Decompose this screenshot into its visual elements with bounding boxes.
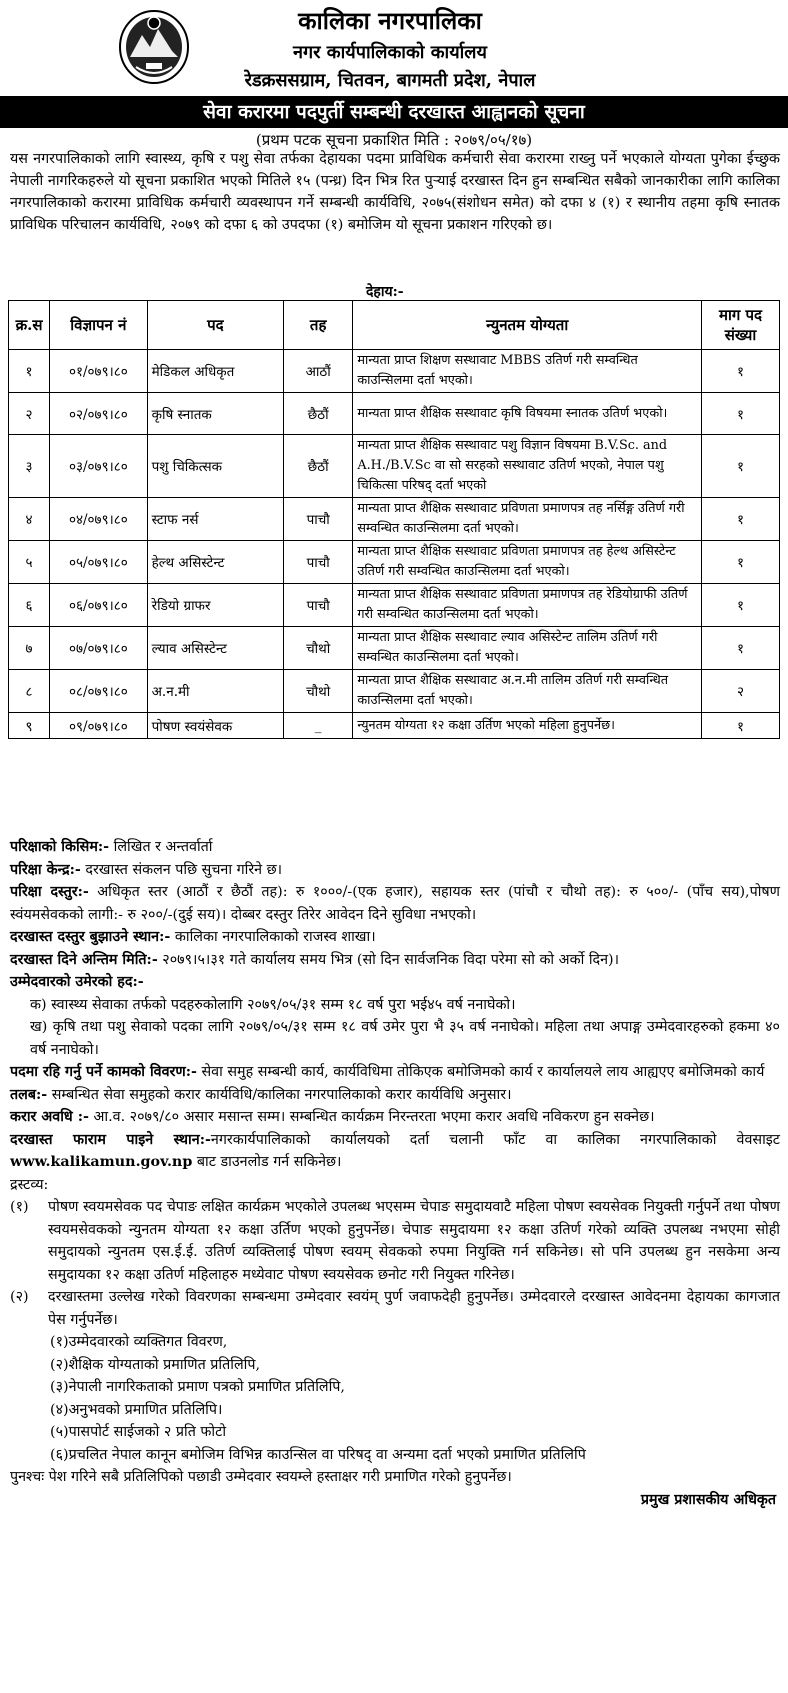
cell-post: अ.न.मी <box>147 670 283 713</box>
notice-title-banner: सेवा करारमा पदपुर्ती सम्बन्धी दरखास्त आह्वानको सूचना <box>0 96 788 128</box>
dehay-label: देहाय:- <box>366 284 404 300</box>
cell-sn: १ <box>9 350 50 393</box>
age-limit-b: ख) कृषि तथा पशु सेवाको पदका लागि २०७९/०५/३१ सम्म १८ वर्ष उमेर पुरा भै ३५ वर्ष ननाघेको। महिला तथा अपाङ्ग उम्मेदवारहरुको हकमा ४० वर्ष ननाघेको। <box>30 1019 780 1058</box>
cell-qualification: मान्यता प्राप्त शैक्षिक सस्थावाट प्रविणता प्रमाणपत्र तह रेडियोग्राफी उतिर्ण गरी सम्वन्धित काउन्सिलमा दर्ता भएको। <box>353 584 702 627</box>
intro-paragraph: यस नगरपालिकाको लागि स्वास्थ्य, कृषि र पशु सेवा तर्फका देहायका पदमा प्राविधिक कर्मचारी सेवा करारमा राख्नु पर्ने भएकाले योग्यता पुगेका ईच्छुक नेपाली नागरिकहरुले यो सूचना प्रकाशित भएको मितिले १५ (पन्ध्र) दिन भित्र रित पुऱ्याई दरखास्त दिन हुन सम्बन्धित सबैको जानकारीका लागि कालिका नगरपालिकाको करारमा प्राविधिक कर्मचारी व्यवस्थापन गर्ने सम्बन्धी कार्यविधि, २०७५(संशोधन समेत) को दफा ४ (१) र स्थानीय तहमा कृषि स्नातक प्राविधिक परिचालन कार्यविधि, २०७९ को दफा ६ को उपदफा (१) बमोजिम यो सूचना प्रकाशन गरिएको छ। <box>10 151 780 233</box>
cell-ad-no: ०४/०७९।८० <box>50 498 147 541</box>
cell-post: पोषण स्वयंसेवक <box>147 713 283 739</box>
cell-level: चौथो <box>284 670 353 713</box>
col-header-qualification: न्युनतम योग्यता <box>353 301 702 350</box>
cell-level: छैठौं <box>284 435 353 498</box>
fee-place: दरखास्त दस्तुर बुझाउने स्थान:- कालिका नगरपालिकाको राजस्व शाखा। <box>10 929 376 945</box>
cell-qualification: मान्यता प्राप्त शैक्षिक सस्थावाट पशु विज्ञान विषयमा B.V.Sc. and A.H./B.V.Sc वा सो सरहको सस्थावाट उतिर्ण भएको, नेपाल पशु चिकित्सा परिषद् दर्ता भएको <box>353 435 702 498</box>
doc-item: (१)उम्मेदवारको व्यक्तिगत विवरण, <box>50 1334 228 1350</box>
notes-label: द्रस्टव्य: <box>10 1176 49 1193</box>
doc-item: (३)नेपाली नागरिकताको प्रमाण पत्रको प्रमाणित प्रतिलिपि, <box>50 1379 345 1395</box>
exam-fee: परिक्षा दस्तुर:- अधिकृत स्तर (आठौं र छैठौं तह): रु १०००/-(एक हजार), सहायक स्तर (पांचौ र चौथो तह): रु ५००/- (पाँच सय),पोषण स्वंयमसेवकको लागी:- रु २००/-(दुई सय)। दोब्बर दस्तुर तिरेर आवेदन दिने सुविधा नभएको। <box>10 884 780 923</box>
table-row <box>9 498 780 541</box>
cell-level: चौथो <box>284 627 353 670</box>
cell-count: १ <box>702 584 780 627</box>
exam-type: परिक्षाको किसिम:- लिखित र अन्तर्वार्ता <box>10 839 213 855</box>
cell-ad-no: ०७/०७९।८० <box>50 627 147 670</box>
cell-count: १ <box>702 350 780 393</box>
website-link[interactable]: www.kalikamun.gov.np <box>10 1154 193 1170</box>
cell-sn: ७ <box>9 627 50 670</box>
cell-count: १ <box>702 435 780 498</box>
cell-level: _ <box>284 713 353 739</box>
cell-level: पाचौ <box>284 498 353 541</box>
cell-post: स्टाफ नर्स <box>147 498 283 541</box>
cell-qualification: न्युनतम योग्यता १२ कक्षा उर्तिण भएको महिला हुनुपर्नेछ। <box>353 713 702 739</box>
cell-level: आठौं <box>284 350 353 393</box>
posts-table <box>8 300 780 739</box>
cell-count: १ <box>702 627 780 670</box>
org-name: कालिका नगरपालिका <box>298 6 482 35</box>
table-row <box>9 584 780 627</box>
publish-date: (प्रथम पटक सूचना प्रकाशित मिति : २०७९/०५/१७) <box>255 131 533 149</box>
cell-sn: ८ <box>9 670 50 713</box>
deadline: दरखास्त दिने अन्तिम मिति:- २०७९।५।३१ गते कार्यालय समय भित्र (सो दिन सार्वजनिक विदा परेमा सो को अर्को दिन)। <box>10 951 620 968</box>
col-header-ad-no: विज्ञापन नं <box>50 301 147 350</box>
cell-qualification: मान्यता प्राप्त शैक्षिक सस्थावाट प्रविणता प्रमाणपत्र तह हेल्थ असिस्टेन्ट उतिर्ण गरी सम्वन्धित काउन्सिलमा दर्ता भएको। <box>353 541 702 584</box>
table-row <box>9 350 780 393</box>
cell-post: मेडिकल अधिकृत <box>147 350 283 393</box>
col-header-count: माग पद संख्या <box>702 301 780 350</box>
cell-ad-no: ०५/०७९।८० <box>50 541 147 584</box>
cell-qualification: मान्यता प्राप्त शैक्षिक सस्थावाट ल्याव असिस्टेन्ट तालिम उतिर्ण गरी सम्वन्धित काउन्सिलमा दर्ता भएको। <box>353 627 702 670</box>
cell-count: १ <box>702 541 780 584</box>
cell-qualification: मान्यता प्राप्त शैक्षिक सस्थावाट अ.न.मी तालिम उतिर्ण गरी सम्वन्धित काउन्सिलमा दर्ता भएको। <box>353 670 702 713</box>
cell-post: रेडियो ग्राफर <box>147 584 283 627</box>
contract-term: करार अवधि :- आ.व. २०७९/८० असार मसान्त सम्म। सम्बन्धित कार्यक्रम निरन्तरता भएमा करार अवधि नविकरण हुन सक्नेछ। <box>10 1109 655 1125</box>
col-header-post: पद <box>147 301 283 350</box>
cell-ad-no: ०९/०७९।८० <box>50 713 147 739</box>
col-header-sn: क्र.स <box>9 301 50 350</box>
cell-count: १ <box>702 498 780 541</box>
cell-sn: ६ <box>9 584 50 627</box>
note-1: (१) पोषण स्वयमसेवक पद चेपाङ लक्षित कार्यक्रम भएकोले उपलब्ध भएसम्म चेपाङ समुदायवाटै महिला पोषण स्वयसेवक नियुक्ती गर्नुपर्ने तथा पोषण स्वयमसेवकको न्युनतम योग्यता १२ कक्षा उर्तिण भएको हुनुपर्नेछ। चेपाङ समुदायमा १२ कक्षा उतिर्ण गरेको व्यक्ति उपलब्ध नभएमा सोही समुदायको न्युनतम एस.ई.ई. उतिर्ण व्यक्तिलाई पोषण स्वयम् सेवकको रुपमा नियुक्ति गर्न सकिनेछ। सो पनि उपलब्ध हुन नसकेमा अन्य समुदायका १२ कक्षा उतिर्ण महिलाहरु मध्येवाट पोषण स्वयसेवक छनोट गरी नियुक्त गरिनेछ। <box>10 1199 780 1283</box>
table-row <box>9 670 780 713</box>
cell-level: पाचौ <box>284 584 353 627</box>
cell-qualification: मान्यता प्राप्त शैक्षिक सस्थावाट प्रविणता प्रमाणपत्र तह नर्सिङ्ग उतिर्ण गरी सम्वन्धित काउन्सिलमा दर्ता भएको। <box>353 498 702 541</box>
cell-qualification: मान्यता प्राप्त शैक्षिक सस्थावाट कृषि विषयमा स्नातक उतिर्ण भएको। <box>353 393 702 435</box>
cell-count: १ <box>702 713 780 739</box>
age-limit-a: क) स्वास्थ्य सेवाका तर्फको पदहरुकोलागि २०७९/०५/३१ सम्म १८ वर्ष पुरा भई४५ वर्ष ननाघेको। <box>30 996 516 1013</box>
col-header-level: तह <box>284 301 353 350</box>
doc-item: (६)प्रचलित नेपाल कानून बमोजिम विभिन्न काउन्सिल वा परिषद् वा अन्यमा दर्ता भएको प्रमाणित प्रतिलिपि <box>50 1446 586 1463</box>
signature: प्रमुख प्रशासकीय अधिकृत <box>640 1491 776 1508</box>
table-row <box>9 713 780 739</box>
cell-post: कृषि स्नातक <box>147 393 283 435</box>
work-description: पदमा रहि गर्नु पर्ने कामको विवरण:- सेवा समुह सम्बन्धी कार्य, कार्यविधिमा तोकिएक बमोजिमको कार्य र कार्यालयले लाय आह्यएए बमोजिमको कार्य <box>10 1064 765 1080</box>
cell-ad-no: ०१/०७९।८० <box>50 350 147 393</box>
cell-post: हेल्थ असिस्टेन्ट <box>147 541 283 584</box>
postscript: पुनश्चः पेश गरिने सबै प्रतिलिपिको पछाडी उम्मेदवार स्वयम्ले हस्ताक्षर गरी प्रमाणित गरेको हुनुपर्नेछ। <box>10 1469 512 1485</box>
table-row <box>9 393 780 435</box>
table-row <box>9 541 780 584</box>
cell-ad-no: ०६/०७९।८० <box>50 584 147 627</box>
office-address: रेडक्रससग्राम, चितवन, बागमती प्रदेश, नेपाल <box>244 70 536 91</box>
salary: तलब:- सम्बन्धित सेवा समुहको करार कार्यविधि/कालिका नगरपालिकाको करार कार्यविधि अनुसार। <box>10 1086 512 1103</box>
cell-level: छैठौं <box>284 393 353 435</box>
office-name: नगर कार्यपालिकाको कार्यालय <box>293 42 487 63</box>
cell-ad-no: ०३/०७९।८० <box>50 435 147 498</box>
doc-item: (५)पासपोर्ट साईजको २ प्रति फोटो <box>50 1424 227 1440</box>
cell-post: पशु चिकित्सक <box>147 435 283 498</box>
cell-qualification: मान्यता प्राप्त शिक्षण सस्थावाट MBBS उतिर्ण गरी सम्वन्धित काउन्सिलमा दर्ता भएको। <box>353 350 702 393</box>
doc-item: (२)शैक्षिक योग्यताको प्रमाणित प्रतिलिपि, <box>50 1356 261 1373</box>
note-2: (२) दरखास्तमा उल्लेख गरेको विवरणका सम्बन्धमा उम्मेदवार स्वयंम् पुर्ण जवाफदेही हुनुपर्नेछ। उम्मेदवारले दरखास्त आवेदनमा देहायका कागजात पेस गर्नुपर्नेछ। <box>10 1289 780 1328</box>
details-section <box>10 836 780 1511</box>
cell-post: ल्याव असिस्टेन्ट <box>147 627 283 670</box>
cell-sn: ९ <box>9 713 50 739</box>
cell-count: १ <box>702 393 780 435</box>
age-limit-label: उम्मेदवारको उमेरको हद:- <box>10 974 144 990</box>
cell-sn: ३ <box>9 435 50 498</box>
cell-ad-no: ०२/०७९।८० <box>50 393 147 435</box>
doc-item: (४)अनुभवको प्रमाणित प्रतिलिपि। <box>50 1401 223 1418</box>
table-row <box>9 435 780 498</box>
cell-sn: ५ <box>9 541 50 584</box>
exam-center: परिक्षा केन्द्र:- दरखास्त संकलन पछि सुचना गरिने छ। <box>10 861 283 878</box>
cell-count: २ <box>702 670 780 713</box>
form-location: दरखास्त फाराम पाइने स्थान:-नगरकार्यपालिकाको कार्यालयको दर्ता चलानी फाँट वा कालिका नगरपालिकाको वेवसाइट www.kalikamun.gov.np बाट डाउनलोड गर्न सकिनेछ। <box>10 1131 781 1170</box>
cell-sn: २ <box>9 393 50 435</box>
cell-sn: ४ <box>9 498 50 541</box>
cell-level: पाचौ <box>284 541 353 584</box>
table-row <box>9 627 780 670</box>
table-header-row <box>9 301 780 350</box>
cell-ad-no: ०८/०७९।८० <box>50 670 147 713</box>
